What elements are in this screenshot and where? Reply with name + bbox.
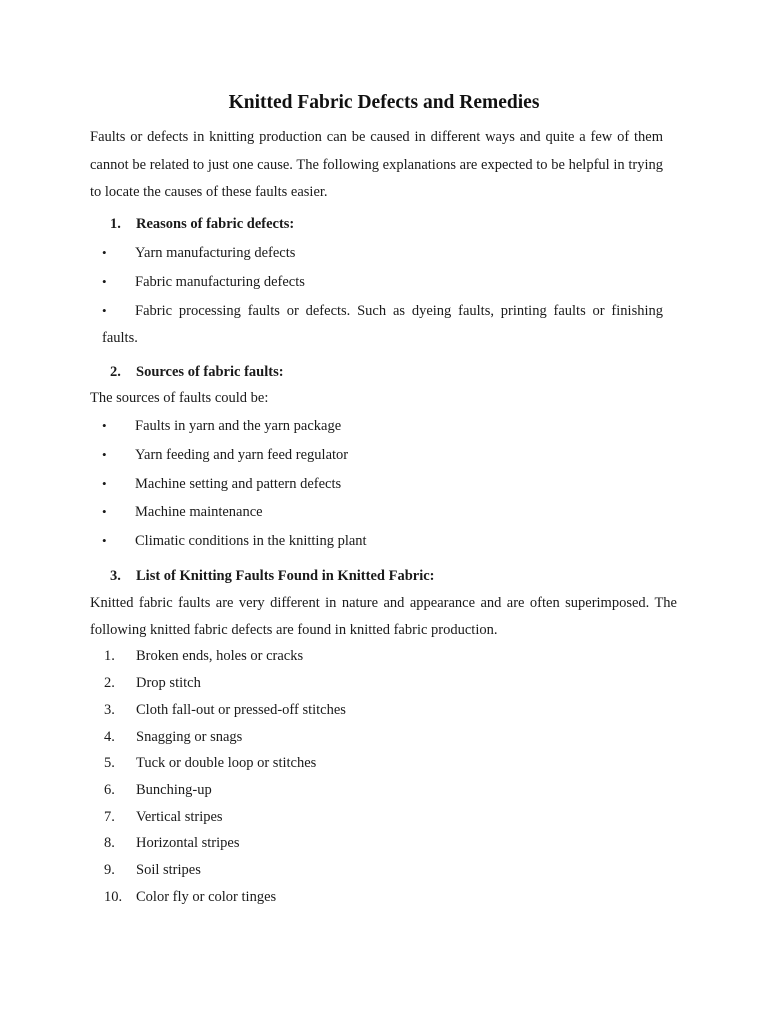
list-item [104, 675, 201, 692]
section-3-lead: Knitted fabric faults are very different in nature and appearance and are often superimposed. The following knitted fabric defects are found in knitted fabric production. [90, 595, 677, 638]
section-1-number: 1. [110, 216, 121, 232]
section-2-title: Sources of fabric faults: [136, 364, 284, 380]
section-2-lead: The sources of faults could be: [90, 390, 269, 406]
list-item [102, 476, 341, 493]
list-item-number: 2. [104, 675, 115, 691]
list-item [104, 729, 242, 746]
list-item-number: 9. [104, 862, 115, 878]
section-3-title: List of Knitting Faults Found in Knitted Fabric: [136, 568, 435, 584]
list-item [102, 274, 305, 291]
bullet-icon: • [102, 418, 107, 433]
list-item [102, 447, 348, 464]
list-item-number: 6. [104, 782, 115, 798]
list-item-text: Vertical stripes [136, 809, 223, 825]
list-item-text: Color fly or color tinges [136, 889, 277, 905]
list-item-text: Bunching-up [136, 782, 212, 798]
list-item-number: 4. [104, 729, 115, 745]
list-item [102, 504, 263, 521]
section-2-number: 2. [110, 364, 121, 380]
bullet-icon: • [102, 533, 107, 548]
list-item-text: Horizontal stripes [136, 835, 240, 851]
list-item-text: Faults in yarn and the yarn package [135, 418, 342, 434]
section-2-heading [110, 364, 284, 381]
list-item [102, 297, 663, 352]
bullet-icon: • [102, 447, 107, 462]
bullet-icon: • [102, 245, 107, 260]
section-3-heading [110, 568, 435, 585]
section-1-title: Reasons of fabric defects: [136, 216, 295, 232]
list-item-text: Fabric processing faults or defects. Such as dyeing faults, printing faults or finishing faults. [102, 303, 663, 346]
list-item-text: Tuck or double loop or stitches [136, 755, 317, 771]
list-item-text: Cloth fall-out or pressed-off stitches [136, 702, 346, 718]
list-item-number: 7. [104, 809, 115, 825]
list-item-number: 8. [104, 835, 115, 851]
bullet-icon: • [102, 504, 107, 519]
list-item-text: Broken ends, holes or cracks [136, 648, 304, 664]
list-item-text: Climatic conditions in the knitting plant [135, 533, 367, 549]
list-item [102, 418, 341, 435]
intro-paragraph: Faults or defects in knitting production can be caused in different ways and quite a few of them cannot be related to just one cause. The following explanations are expected to be helpful in trying to locate the causes of these faults easier. [90, 129, 663, 200]
list-item-text: Yarn manufacturing defects [135, 245, 296, 261]
list-item [102, 533, 367, 550]
list-item-text: Snagging or snags [136, 729, 243, 745]
list-item-number: 1. [104, 648, 115, 664]
document-title: Knitted Fabric Defects and Remedies [228, 92, 540, 113]
list-item [104, 648, 303, 665]
bullet-icon: • [102, 476, 107, 491]
list-item-number: 10. [104, 889, 123, 905]
list-item [104, 755, 316, 772]
section-3-number: 3. [110, 568, 121, 584]
list-item [104, 702, 346, 719]
list-item-text: Fabric manufacturing defects [135, 274, 305, 290]
list-item [104, 782, 212, 799]
list-item [104, 862, 201, 879]
list-item [104, 889, 276, 906]
list-item [104, 835, 240, 852]
list-item-text: Drop stitch [136, 675, 201, 691]
bullet-icon: • [102, 303, 107, 318]
list-item [102, 245, 295, 262]
list-item [104, 809, 223, 826]
bullet-icon: • [102, 274, 107, 289]
list-item-text: Soil stripes [136, 862, 201, 878]
list-item-number: 5. [104, 755, 115, 771]
list-item-text: Machine setting and pattern defects [135, 476, 342, 492]
list-item-text: Machine maintenance [135, 504, 263, 520]
list-item-number: 3. [104, 702, 115, 718]
section-1-heading [110, 216, 294, 233]
list-item-text: Yarn feeding and yarn feed regulator [135, 447, 349, 463]
